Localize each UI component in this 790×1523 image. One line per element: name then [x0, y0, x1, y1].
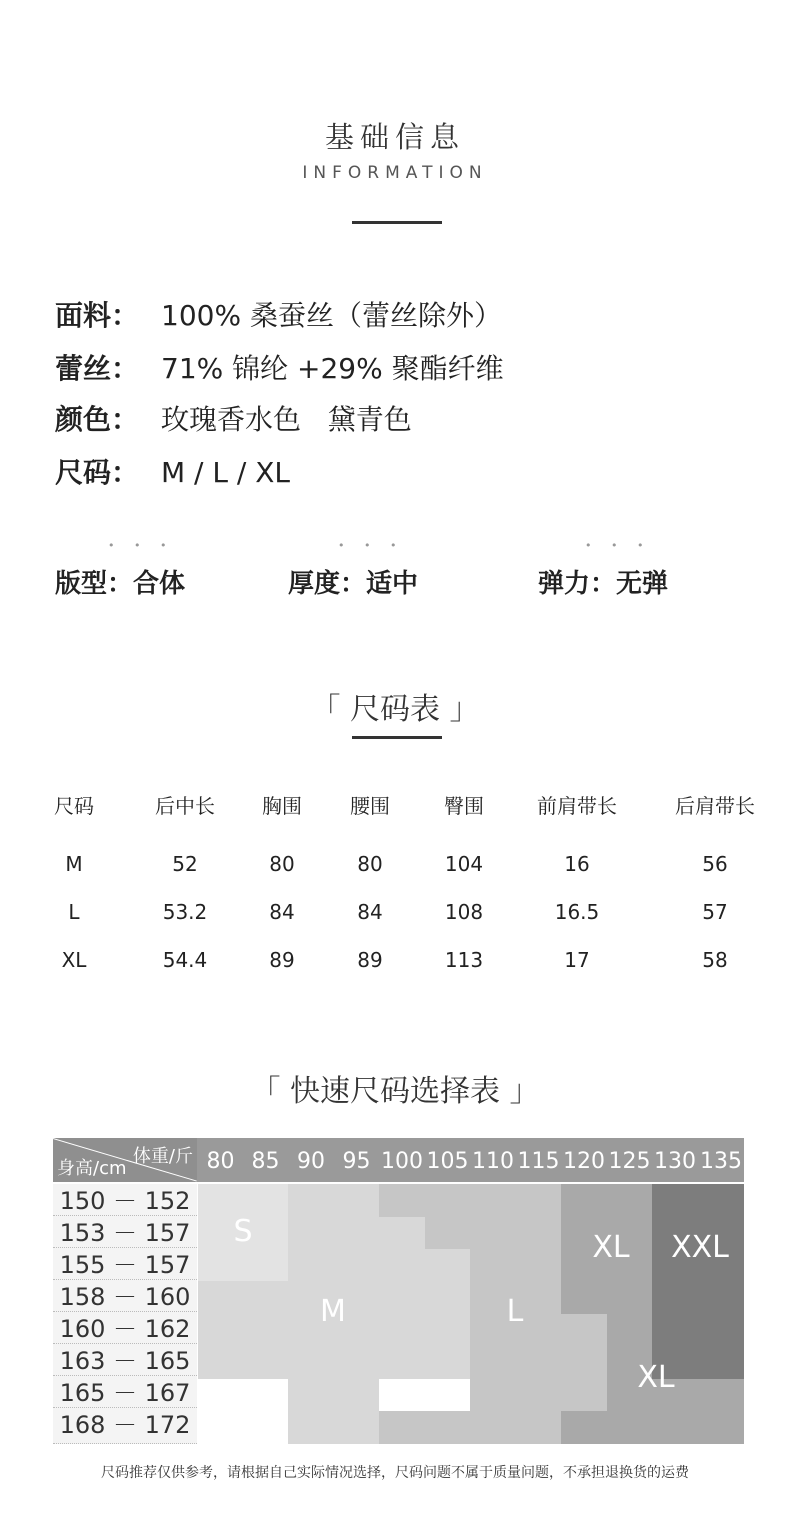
height-row-label: 150 － 152: [53, 1184, 197, 1216]
table-cell: 80: [357, 852, 383, 876]
height-row-label: 163 － 165: [53, 1344, 197, 1376]
table-cell: 108: [444, 900, 484, 924]
info-value: M / L / XL: [161, 456, 291, 489]
weight-col-header: 105: [426, 1149, 469, 1174]
height-row-label: 155 － 157: [53, 1248, 197, 1280]
height-row-label: 168 － 172: [53, 1408, 197, 1444]
zone-label-l: L: [506, 1294, 524, 1329]
info-key: 颜色：: [55, 403, 140, 436]
table-cell: 84: [269, 900, 295, 924]
col-header: 腰围: [350, 794, 390, 818]
col-header: 后肩带长: [675, 794, 755, 818]
weight-col-header: 90: [297, 1149, 325, 1174]
table-cell: 84: [357, 900, 383, 924]
quick-select-title: 「 快速尺码选择表 」: [250, 1074, 540, 1109]
attr-fit: 版型：合体: [55, 569, 186, 599]
info-key: 蕾丝：: [55, 352, 140, 385]
table-cell: 54.4: [162, 948, 208, 972]
zone-m: [288, 1184, 379, 1281]
zone-l: [470, 1249, 561, 1444]
table-cell: 89: [357, 948, 383, 972]
zone-label-m: M: [320, 1294, 346, 1329]
col-header: 后中长: [155, 794, 215, 818]
zone-l: [379, 1184, 561, 1217]
height-row-label: 153 － 157: [53, 1216, 197, 1248]
table-cell: 113: [444, 948, 484, 972]
col-header: 臀围: [444, 794, 484, 818]
zone-m: [288, 1379, 379, 1444]
table-cell: 16: [564, 852, 590, 876]
weight-col-header: 95: [342, 1149, 371, 1174]
weight-col-header: 125: [608, 1149, 651, 1174]
info-value: 玫瑰香水色 黛青色: [161, 403, 412, 436]
table-cell: XL: [61, 948, 87, 972]
info-key: 尺码：: [55, 456, 140, 489]
corner-height-label: 身高/cm: [57, 1158, 127, 1179]
weight-col-header: 85: [251, 1149, 280, 1174]
table-cell: 16.5: [554, 900, 600, 924]
attr-dots: • • •: [338, 539, 405, 552]
table-cell: M: [65, 852, 83, 876]
zone-label-xl: XL: [592, 1230, 630, 1265]
zone-l: [379, 1411, 470, 1444]
corner-weight-label: 体重/斤: [132, 1146, 193, 1167]
size-disclaimer: 尺码推荐仅供参考，请根据自己实际情况选择，尺码问题不属于质量问题，不承担退换货的运费: [101, 1465, 689, 1481]
info-value: 71% 锦纶 +29% 聚酯纤维: [161, 352, 504, 385]
weight-col-header: 100: [381, 1149, 423, 1174]
col-header: 胸围: [262, 794, 302, 818]
zone-l: [561, 1314, 607, 1411]
size-table-underline: [352, 736, 442, 739]
table-cell: 80: [269, 852, 295, 876]
zone-label-xxl: XXL: [671, 1230, 729, 1265]
size-table-title: 「 尺码表 」: [310, 692, 480, 727]
height-row-label: 160 － 162: [53, 1312, 197, 1344]
table-cell: 52: [172, 852, 198, 876]
info-value: 100% 桑蚕丝（蕾丝除外）: [161, 299, 502, 332]
weight-col-header: 80: [206, 1149, 235, 1174]
weight-col-header: 135: [700, 1149, 742, 1174]
attr-dots: • • •: [585, 539, 652, 552]
quick-select-grid: [53, 1138, 744, 1444]
attr-dots: • • •: [108, 539, 175, 552]
table-cell: 58: [702, 948, 728, 972]
height-row-label: 165 － 167: [53, 1376, 197, 1408]
info-row-fabric: [55, 296, 502, 336]
table-cell: 56: [702, 852, 728, 876]
table-cell: 104: [444, 852, 484, 876]
zone-xxl: [652, 1184, 744, 1379]
zone-label-s: S: [233, 1214, 253, 1249]
attr-thickness: 厚度：适中: [288, 569, 419, 599]
title-underline: [352, 221, 442, 224]
zone-label-xl: XL: [637, 1360, 675, 1395]
weight-col-header: 110: [472, 1149, 514, 1174]
weight-col-header: 115: [517, 1149, 560, 1174]
info-row-color: [55, 400, 412, 440]
size-table: [0, 790, 790, 980]
section-title-information: 基础信息: [324, 120, 465, 154]
info-row-lace: [55, 349, 504, 389]
table-cell: 89: [269, 948, 295, 972]
weight-col-header: 120: [563, 1149, 605, 1174]
header-corner: [53, 1138, 197, 1182]
col-header: 前肩带长: [537, 794, 617, 818]
info-key: 面料：: [55, 299, 140, 332]
zone-l: [425, 1217, 561, 1249]
col-header: 尺码: [54, 794, 94, 818]
table-cell: 17: [564, 948, 590, 972]
zone-xl: [561, 1411, 607, 1444]
section-subtitle-information: INFORMATION: [302, 163, 488, 183]
height-row-label: 158 － 160: [53, 1280, 197, 1312]
table-cell: 57: [702, 900, 728, 924]
table-cell: L: [68, 900, 80, 924]
table-cell: 53.2: [162, 900, 208, 924]
weight-col-header: 130: [654, 1149, 696, 1174]
attr-elasticity: 弹力：无弹: [538, 569, 669, 599]
info-row-size: [55, 453, 290, 493]
